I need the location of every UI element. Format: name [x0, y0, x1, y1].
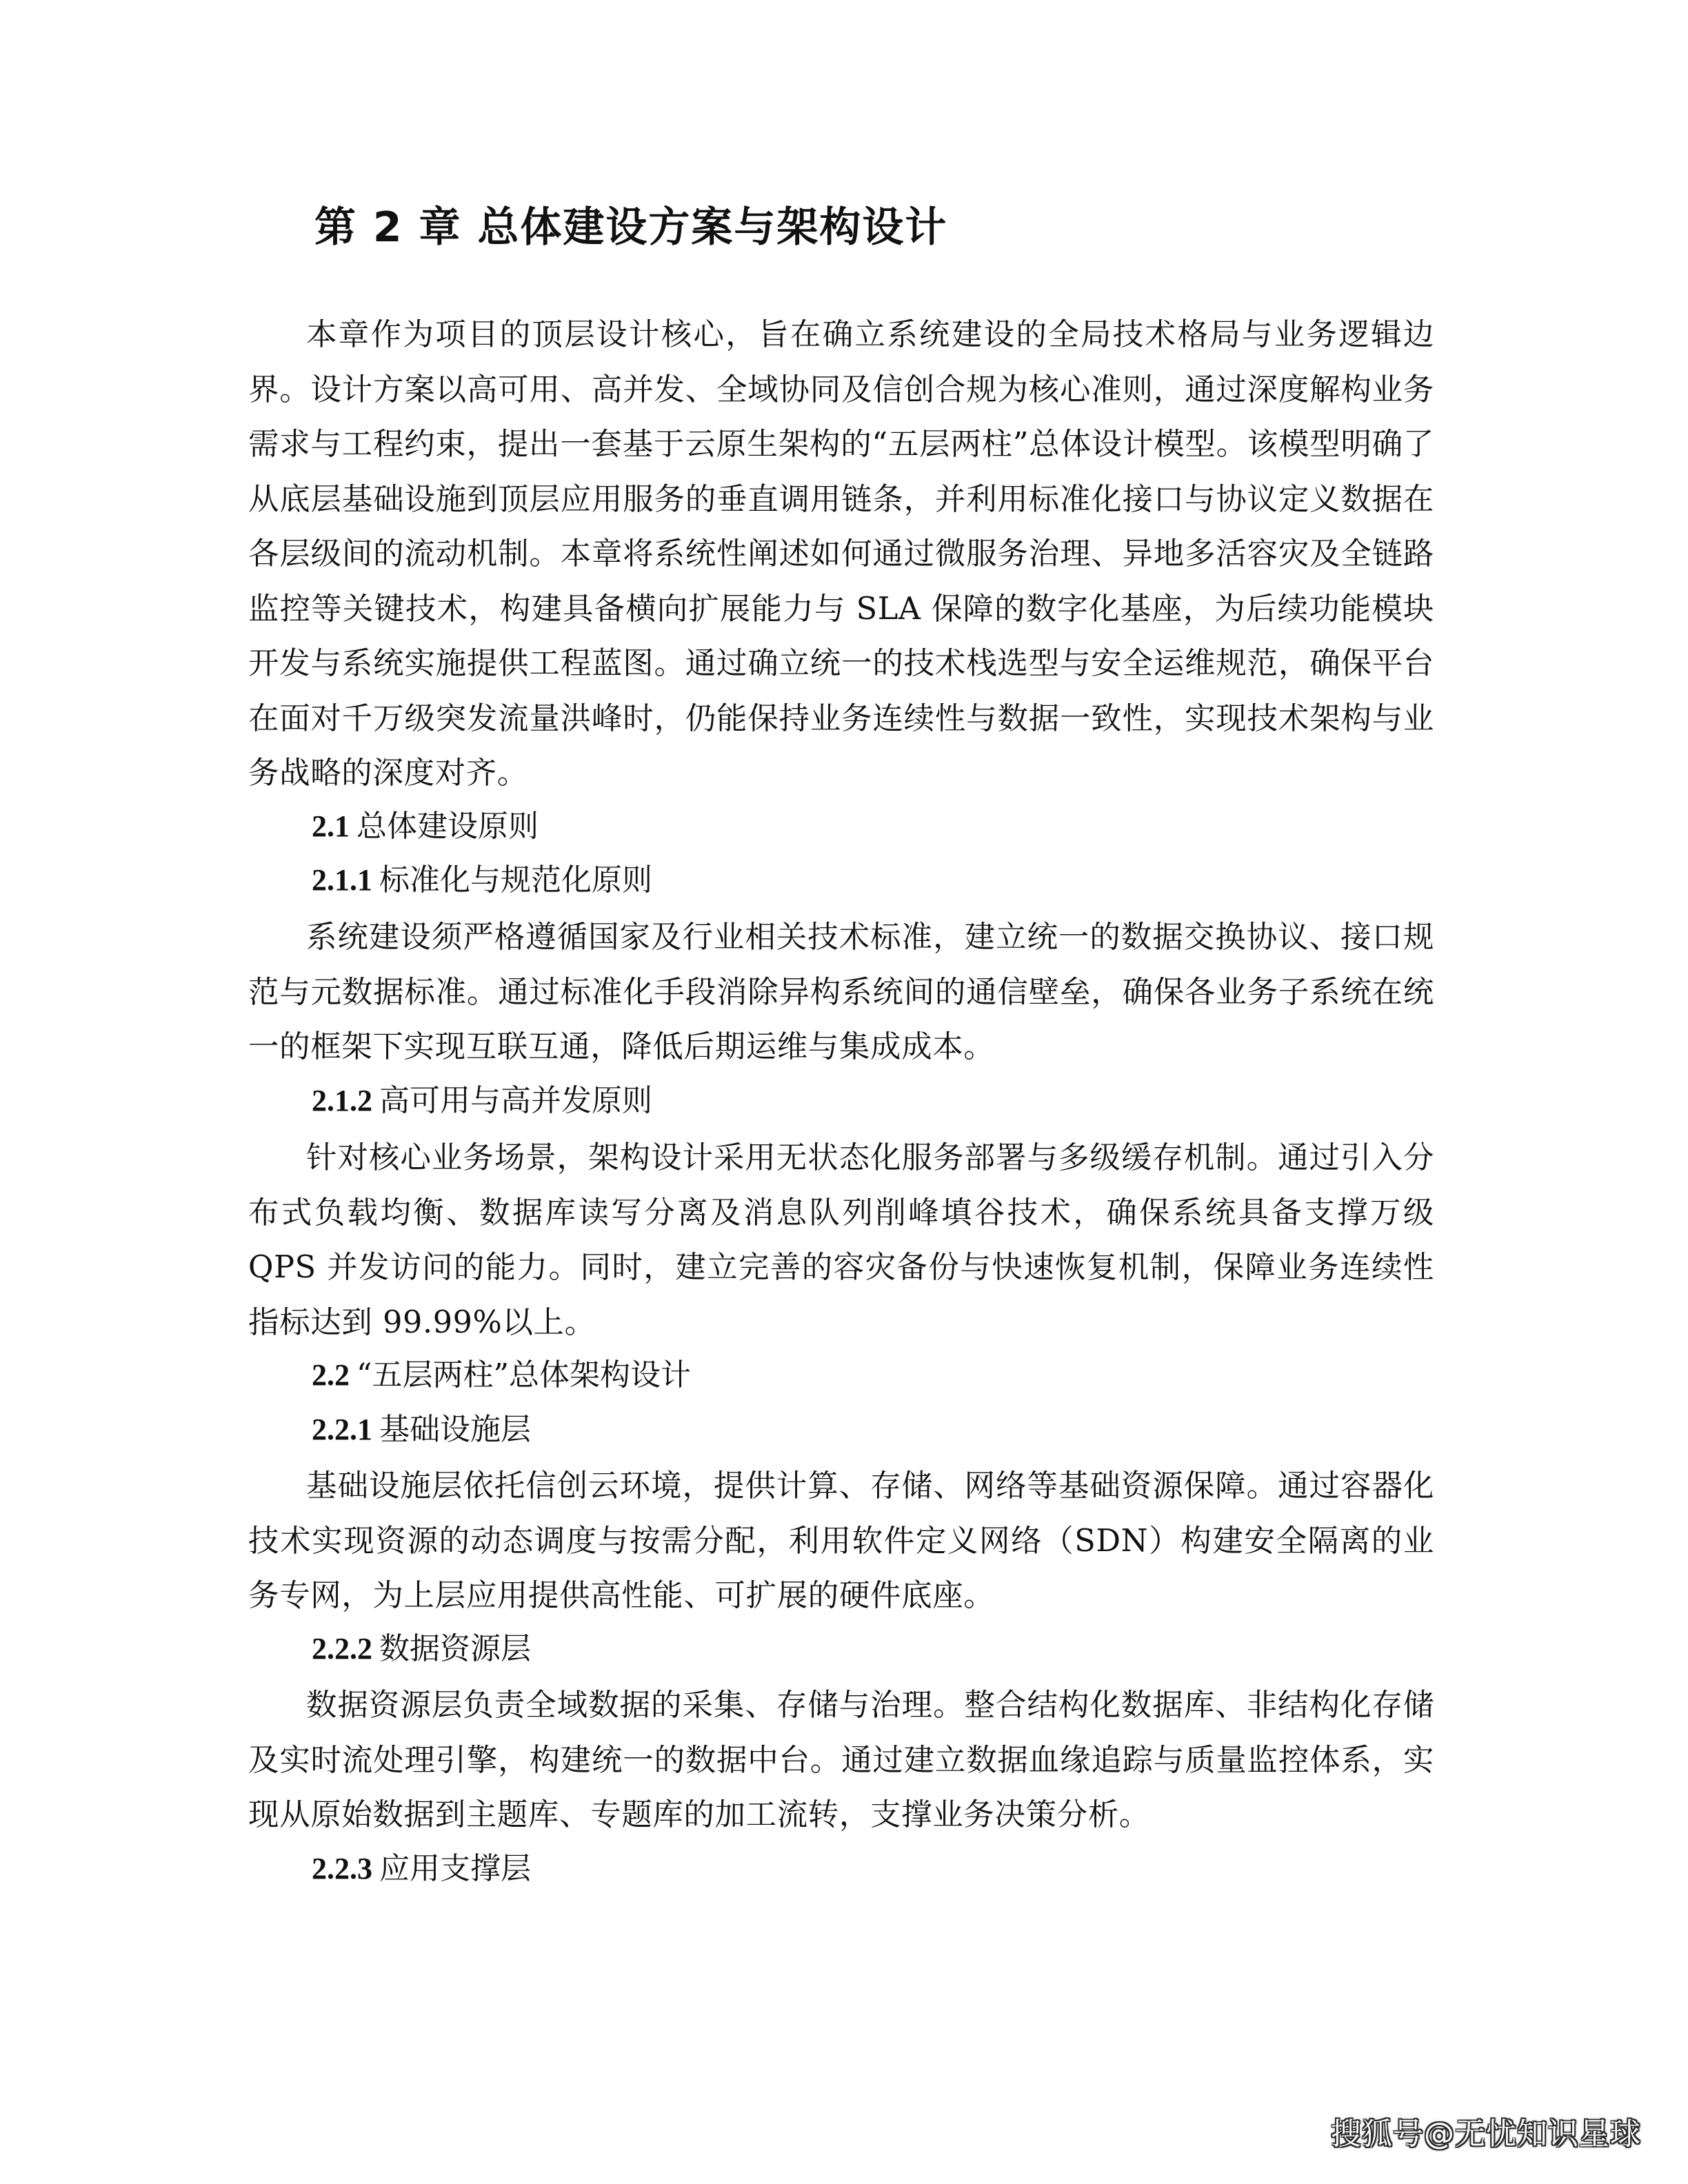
heading-number: 2.1.2	[312, 1084, 372, 1118]
heading-title: 总体建设原则	[356, 809, 539, 844]
heading-2-2-1	[312, 1404, 531, 1455]
chapter-title: 第 2 章 总体建设方案与架构设计	[314, 203, 948, 252]
heading-number: 2.2	[312, 1358, 350, 1392]
heading-2-2	[312, 1350, 691, 1401]
heading-number: 2.2.2	[312, 1632, 372, 1666]
watermark: 搜狐号@无忧知识星球	[1331, 2116, 1641, 2152]
section-2-1-1-paragraph: 系统建设须严格遵循国家及行业相关技术标准，建立统一的数据交换协议、接口规范与元数据标准。通过标准化手段消除异构系统间的通信壁垒，确保各业务子系统在统一的框架下实现互联互通，降低后期运维与集成成本。	[248, 920, 1434, 1064]
section-2-1-2-body	[248, 1131, 1434, 1350]
heading-number: 2.1	[312, 809, 350, 843]
heading-2-2-2	[312, 1624, 531, 1675]
heading-title: 数据资源层	[379, 1631, 531, 1666]
heading-2-1-1	[312, 855, 652, 906]
section-2-2-1-paragraph: 基础设施层依托信创云环境，提供计算、存储、网络等基础资源保障。通过容器化技术实现资源的动态调度与按需分配，利用软件定义网络（SDN）构建安全隔离的业务专网，为上层应用提供高性能、可扩展的硬件底座。	[248, 1468, 1434, 1613]
heading-number: 2.2.3	[312, 1852, 372, 1885]
heading-title: 基础设施层	[379, 1412, 531, 1447]
intro-paragraph-block	[248, 307, 1434, 801]
heading-number: 2.2.1	[312, 1413, 372, 1446]
intro-paragraph: 本章作为项目的顶层设计核心，旨在确立系统建设的全局技术格局与业务逻辑边界。设计方案以高可用、高并发、全域协同及信创合规为核心准则，通过深度解构业务需求与工程约束，提出一套基于云原生架构的“五层两柱”总体设计模型。该模型明确了从底层基础设施到顶层应用服务的垂直调用链条，并利用标准化接口与协议定义数据在各层级间的流动机制。本章将系统性阐述如何通过微服务治理、异地多活容灾及全链路监控等关键技术，构建具备横向扩展能力与 SLA 保障的数字化基座，为后续功能模块开发与系统实施提供工程蓝图。通过确立统一的技术栈选型与安全运维规范，确保平台在面对千万级突发流量洪峰时，仍能保持业务连续性与数据一致性，实现技术架构与业务战略的深度对齐。	[248, 317, 1434, 791]
section-2-1-1-body	[248, 910, 1434, 1075]
heading-2-1	[312, 801, 539, 852]
section-2-2-2-paragraph: 数据资源层负责全域数据的采集、存储与治理。整合结构化数据库、非结构化存储及实时流处理引擎，构建统一的数据中台。通过建立数据血缘追踪与质量监控体系，实现从原始数据到主题库、专题库的加工流转，支撑业务决策分析。	[248, 1688, 1434, 1832]
section-2-2-2-body	[248, 1678, 1434, 1843]
section-2-2-1-body	[248, 1459, 1434, 1624]
heading-title: 应用支撑层	[379, 1851, 531, 1886]
heading-2-1-2	[312, 1075, 652, 1126]
heading-title: 高可用与高并发原则	[379, 1083, 652, 1118]
heading-title: “五层两柱”总体架构设计	[356, 1357, 691, 1393]
heading-title: 标准化与规范化原则	[379, 862, 652, 898]
heading-number: 2.1.1	[312, 863, 372, 897]
section-2-1-2-paragraph: 针对核心业务场景，架构设计采用无状态化服务部署与多级缓存机制。通过引入分布式负载均衡、数据库读写分离及消息队列削峰填谷技术，确保系统具备支撑万级 QPS 并发访问的能力。同时，建立完善的容灾备份与快速恢复机制，保障业务连续性指标达到 99.99%以上。	[248, 1140, 1434, 1340]
heading-2-2-3	[312, 1843, 531, 1894]
